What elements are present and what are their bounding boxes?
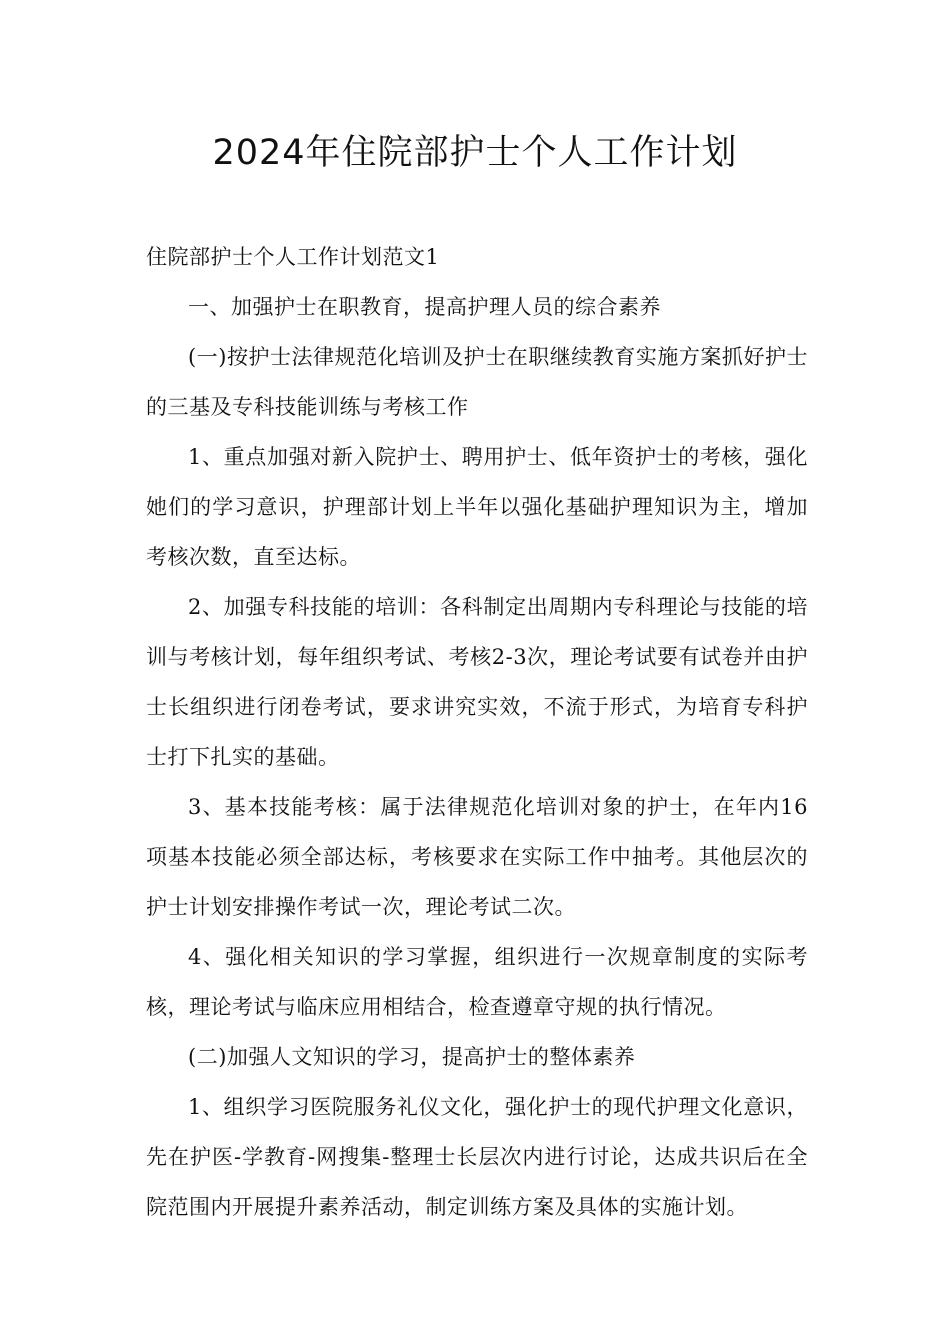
paragraph-7: (二)加强人文知识的学习，提高护士的整体素养	[188, 1045, 636, 1069]
paragraph-3: 1、重点加强对新入院护士、聘用护士、低年资护士的考核，强化她们的学习意识，护理部计划上半年以强化基础护理知识为主，增加考核次数，直至达标。	[146, 445, 808, 569]
paragraph-5: 3、基本技能考核：属于法律规范化培训对象的护士，在年内16项基本技能必须全部达标，考核要求在实际工作中抽考。其他层次的护士计划安排操作考试一次，理论考试二次。	[146, 795, 808, 919]
document-title: 2024年住院部护士个人工作计划	[212, 133, 738, 173]
section-heading: 住院部护士个人工作计划范文1	[146, 245, 440, 269]
paragraph-6: 4、强化相关知识的学习掌握，组织进行一次规章制度的实际考核，理论考试与临床应用相结合，检查遵章守规的执行情况。	[146, 945, 808, 1019]
paragraph-2: (一)按护士法律规范化培训及护士在职继续教育实施方案抓好护士的三基及专科技能训练与考核工作	[146, 345, 808, 419]
paragraph-4: 2、加强专科技能的培训：各科制定出周期内专科理论与技能的培训与考核计划，每年组织考试、考核2-3次，理论考试要有试卷并由护士长组织进行闭卷考试，要求讲究实效，不流于形式，为培育专科护士打下扎实的基础。	[146, 595, 808, 769]
document-body	[146, 232, 808, 1232]
paragraph-8: 1、组织学习医院服务礼仪文化，强化护士的现代护理文化意识，先在护医-学教育-网搜集-整理士长层次内进行讨论，达成共识后在全院范围内开展提升素养活动，制定训练方案及具体的实施计划。	[146, 1095, 808, 1219]
paragraph-1: 一、加强护士在职教育，提高护理人员的综合素养	[188, 295, 661, 319]
